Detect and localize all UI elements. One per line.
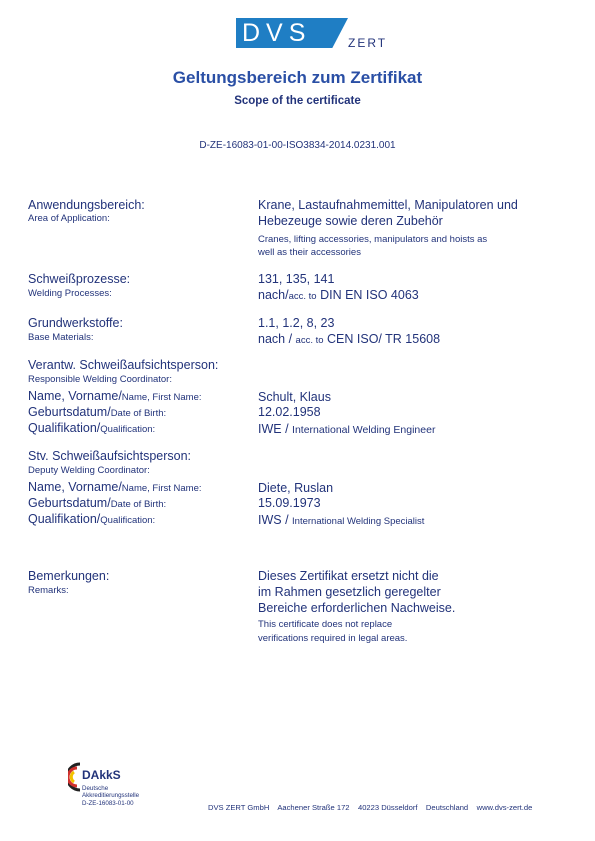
processes-value: 131, 135, 141 [258, 272, 335, 286]
deputy-name-label-en: Name, First Name: [121, 483, 202, 494]
materials-value: 1.1, 1.2, 8, 23 [258, 316, 335, 330]
remarks-value-en-2: verifications required in legal areas. [258, 633, 408, 644]
application-value-de-2: Hebezeuge sowie deren Zubehör [258, 214, 443, 228]
deputy-qualification [258, 513, 424, 527]
remarks-value-de-3: Bereiche erforderlichen Nachweise. [258, 601, 456, 615]
coordinator-heading-de: Verantw. Schweißaufsichtsperson: [28, 358, 219, 372]
remarks-label-en: Remarks: [28, 585, 69, 596]
dakks-line-3: D-ZE-16083-01-00 [82, 800, 134, 807]
coordinator-qual-code: IWE / [258, 422, 289, 436]
dvs-zert-logo [236, 18, 396, 56]
application-label-de: Anwendungsbereich: [28, 198, 145, 212]
materials-prefix-en: acc. to [295, 335, 324, 346]
deputy-dob-label-de: Geburtsdatum/ [28, 496, 111, 510]
logo-letters: DVS [242, 19, 312, 47]
page-subtitle: Scope of the certificate [234, 95, 361, 107]
materials-label-en: Base Materials: [28, 332, 94, 343]
application-value-de-1: Krane, Lastaufnahmemittel, Manipulatoren und [258, 198, 518, 212]
certificate-number: D-ZE-16083-01-00-ISO3834-2014.0231.001 [199, 140, 396, 151]
deputy-dob-label [28, 496, 166, 510]
remarks-label-de: Bemerkungen: [28, 569, 110, 583]
processes-prefix-de: nach/ [258, 288, 289, 302]
coordinator-dob: 12.02.1958 [258, 405, 321, 419]
dakks-line-1: Deutsche [82, 785, 109, 792]
coordinator-dob-label-de: Geburtsdatum/ [28, 405, 111, 419]
deputy-dob-label-en: Date of Birth: [110, 499, 167, 510]
coordinator-name-label [28, 389, 202, 403]
coordinator-qualification [258, 422, 435, 436]
deputy-name-label-de: Name, Vorname/ [28, 480, 122, 494]
materials-standard-line [258, 332, 440, 346]
coordinator-qual-label-en: Qualification: [100, 424, 156, 435]
processes-label-de: Schweißprozesse: [28, 272, 131, 286]
coordinator-dob-label-en: Date of Birth: [110, 408, 167, 419]
deputy-name: Diete, Ruslan [258, 481, 334, 495]
remarks-value-de-2: im Rahmen gesetzlich geregelter [258, 585, 441, 599]
footer-address-text: DVS ZERT GmbH Aachener Straße 172 40223 Düsseldorf Deutschland www.dvs-zert.de [208, 803, 533, 812]
logo-suffix: ZERT [348, 36, 388, 50]
deputy-dob: 15.09.1973 [258, 496, 321, 510]
coordinator-dob-label [28, 405, 166, 419]
coordinator-heading-en: Responsible Welding Coordinator: [28, 374, 172, 385]
deputy-qual-text: International Welding Specialist [292, 516, 425, 527]
page-title: Geltungsbereich zum Zertifikat [172, 68, 423, 87]
coordinator-name-label-de: Name, Vorname/ [28, 389, 122, 403]
coordinator-qual-label [28, 421, 155, 435]
deputy-name-label [28, 480, 202, 494]
processes-standard: DIN EN ISO 4063 [320, 288, 419, 302]
remarks-value-en-1: This certificate does not replace [258, 619, 393, 630]
materials-label-de: Grundwerkstoffe: [28, 316, 123, 330]
materials-prefix-de: nach / [258, 332, 293, 346]
footer-address [208, 803, 532, 812]
deputy-heading-en: Deputy Welding Coordinator: [28, 465, 150, 476]
application-value-en-1: Cranes, lifting accessories, manipulators and hoists as [258, 234, 488, 245]
dakks-line-2: Akkreditierungsstelle [82, 792, 140, 799]
dakks-name: DAkkS [82, 768, 121, 782]
coordinator-name-label-en: Name, First Name: [121, 392, 202, 403]
coordinator-name: Schult, Klaus [258, 390, 331, 404]
remarks-value-de-1: Dieses Zertifikat ersetzt nicht die [258, 569, 439, 583]
application-value-en-2: well as their accessories [258, 247, 361, 258]
materials-standard: CEN ISO/ TR 15608 [327, 332, 441, 346]
processes-prefix-en: acc. to [288, 291, 317, 302]
deputy-heading-de: Stv. Schweißaufsichtsperson: [28, 449, 192, 463]
dakks-logo [60, 760, 180, 820]
deputy-qual-label [28, 512, 155, 526]
coordinator-qual-text: International Welding Engineer [292, 424, 436, 436]
coordinator-qual-label-de: Qualifikation/ [28, 421, 101, 435]
deputy-qual-label-de: Qualifikation/ [28, 512, 101, 526]
deputy-qual-code: IWS / [258, 513, 289, 527]
processes-standard-line [258, 288, 419, 302]
processes-label-en: Welding Processes: [28, 288, 112, 299]
application-label-en: Area of Application: [28, 213, 110, 224]
deputy-qual-label-en: Qualification: [100, 515, 156, 526]
